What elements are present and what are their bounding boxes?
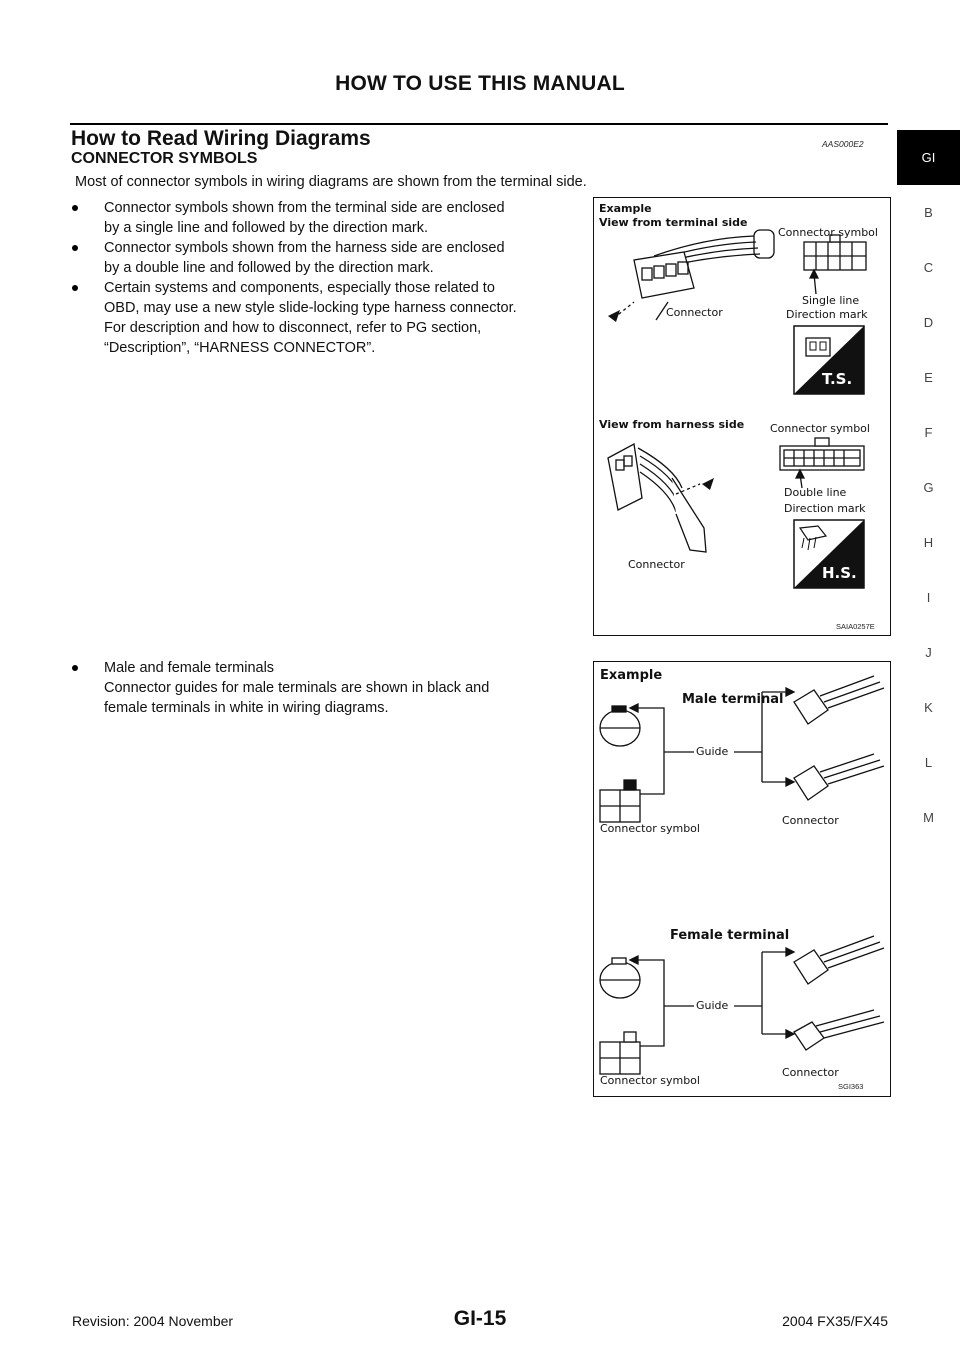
footer-model: 2004 FX35/FX45 [782,1313,888,1329]
tab-j[interactable]: J [925,645,932,660]
view-terminal-side-label: View from terminal side [599,216,748,229]
bullet-dot-icon [72,245,78,251]
figure-id: SAIA0257E [836,622,875,631]
footer-revision: Revision: 2004 November [72,1313,234,1329]
bullet-item: Certain systems and components, especially those related to OBD, may use a new style slide-locking type harness connector. For description and how to disconnect, refer to PG section, “Description”, “HARNESS CONNECTOR”. [72,278,580,358]
bullet-item: Connector symbols shown from the terminal side are enclosed by a single line and followed by the direction mark. [72,198,580,238]
page-header: HOW TO USE THIS MANUAL [335,72,625,95]
male-terminal-label: Male terminal [682,692,784,707]
connector-symbol-label: Connector symbol [770,422,870,435]
section-title: How to Read Wiring Diagrams [71,127,371,150]
tab-b[interactable]: B [924,205,933,220]
bullet-item: Connector symbols shown from the harness side are enclosed by a double line and followed by the direction mark. [72,238,580,278]
direction-mark-label: Direction mark [784,502,866,515]
ts-mark-label: T.S. [822,370,853,388]
tab-l[interactable]: L [924,755,933,770]
connector-label: Connector [782,814,839,827]
guide-label: Guide [696,745,729,758]
bullet-dot-icon [72,285,78,291]
subsection-title: CONNECTOR SYMBOLS [71,150,258,167]
section-tabs [897,130,960,845]
tab-i[interactable]: I [926,590,931,605]
intro-paragraph: Most of connector symbols in wiring diagrams are shown from the terminal side. [75,174,587,190]
male-female-terminal-figure [593,661,891,1097]
figure-example-label: Example [599,202,652,215]
female-terminal-label: Female terminal [670,928,790,943]
tab-e[interactable]: E [924,370,933,385]
connector-symbols-figure [593,197,891,636]
bullet-dot-icon [72,205,78,211]
connector-label: Connector [782,1066,839,1079]
section-code: AAS000E2 [822,139,864,149]
view-harness-side-label: View from harness side [599,418,745,431]
tab-c[interactable]: C [923,260,934,275]
header-rule [70,123,888,125]
tab-f[interactable]: F [924,425,933,440]
connector-symbol-label: Connector symbol [778,226,878,239]
tab-gi[interactable]: GI [897,130,960,185]
page-number: GI-15 [453,1307,507,1330]
figure-example-label: Example [600,668,663,683]
terminal-illustration [594,662,890,1096]
tab-h[interactable]: H [923,535,934,550]
tab-k[interactable]: K [924,700,933,715]
guide-label: Guide [696,999,729,1012]
single-line-label: Single line [802,294,860,307]
hs-mark-label: H.S. [822,564,857,582]
double-line-label: Double line [784,486,847,499]
connector-label: Connector [628,558,685,571]
direction-mark-label: Direction mark [786,308,868,321]
connector-symbol-label: Connector symbol [600,822,700,835]
tab-d[interactable]: D [923,315,934,330]
connector-label: Connector [666,306,723,319]
tab-g[interactable]: G [923,480,934,495]
tab-m[interactable]: M [923,810,934,825]
bullet-dot-icon [72,665,78,671]
figure-id: SGI363 [838,1082,864,1091]
connector-symbol-label: Connector symbol [600,1074,700,1087]
bullet-item: Male and female terminals Connector guides for male terminals are shown in black and female terminals in white in wiring diagrams. [72,658,580,718]
